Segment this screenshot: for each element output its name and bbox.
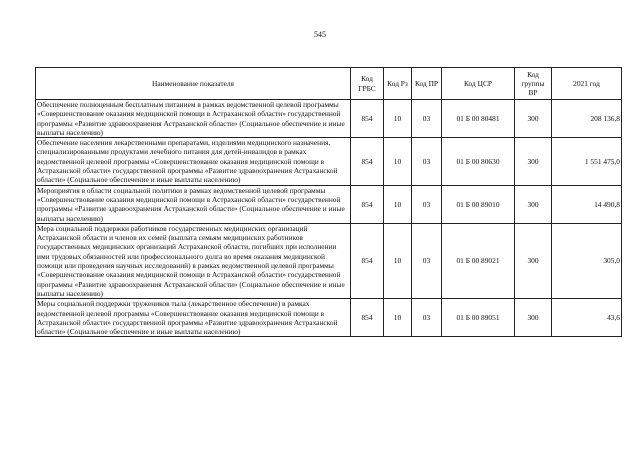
row-rz: 10 [384, 185, 412, 223]
row-csr: 01 Б 00 89010 [442, 185, 515, 223]
row-csr: 01 Б 00 89021 [442, 223, 515, 298]
row-name: Обеспечение полноценным бесплатным питанием в рамках ведомственной целевой программы «Совершенствование оказания медицинской помощи в Астраханской области» государственной программы «Развитие здравоохранения Астраханской области» (Социальное обеспечение и иные выплаты населению) [36, 100, 351, 138]
row-grbs: 854 [351, 100, 384, 138]
row-pr: 03 [412, 185, 442, 223]
row-amount: 43,6 [552, 299, 622, 337]
row-grbs: 854 [351, 185, 384, 223]
table-row [36, 185, 622, 223]
row-pr: 03 [412, 100, 442, 138]
row-pr: 03 [412, 138, 442, 185]
row-name: Меры социальной поддержки тружеников тыла (лекарственное обеспечение) в рамках ведомственной целевой программы «Совершенствование оказания медицинской помощи в Астраханской области» государственной программы «Развитие здравоохранения Астраханской области» (Социальное обеспечение и иные выплаты населению) [36, 299, 351, 337]
row-grbs: 854 [351, 223, 384, 298]
table-row [36, 223, 622, 298]
row-name: Мера социальной поддержки работников государственных медицинских организаций Астраханской области и членов их семей (выплата семьям медицинских работников государственных медицинских организаций Астраханской области, погибших при исполнении ими трудовых обязанностей или профессионального долга во время оказания медицинской помощи или проведения научных исследований) в рамках ведомственной целевой программы «Совершенствование оказания медицинской помощи в Астраханской области» государственной программы «Развитие здравоохранения Астраханской области» (Социальное обеспечение и иные выплаты населению) [36, 223, 351, 298]
row-csr: 01 Б 00 80630 [442, 138, 515, 185]
row-rz: 10 [384, 223, 412, 298]
row-grbs: 854 [351, 138, 384, 185]
row-grbs: 854 [351, 299, 384, 337]
header-csr: Код ЦСР [442, 68, 515, 100]
row-csr: 01 Б 00 80481 [442, 100, 515, 138]
row-amount: 14 490,8 [552, 185, 622, 223]
row-vr: 300 [515, 138, 552, 185]
header-row [36, 68, 622, 100]
table-row [36, 100, 622, 138]
table-row [36, 138, 622, 185]
row-pr: 03 [412, 299, 442, 337]
row-amount: 208 136,8 [552, 100, 622, 138]
header-grbs: Код ГРБС [351, 68, 384, 100]
header-year: 2021 год [552, 68, 622, 100]
row-amount: 305,0 [552, 223, 622, 298]
row-vr: 300 [515, 100, 552, 138]
row-pr: 03 [412, 223, 442, 298]
header-name: Наименование показателя [36, 68, 351, 100]
table-row [36, 299, 622, 337]
page-number: 545 [314, 30, 326, 39]
row-vr: 300 [515, 223, 552, 298]
row-name: Мероприятия в области социальной политики в рамках ведомственной целевой программы «Совершенствование оказания медицинской помощи в Астраханской области» государственной программы «Развитие здравоохранения Астраханской области» (Социальное обеспечение и иные выплаты населению) [36, 185, 351, 223]
row-vr: 300 [515, 185, 552, 223]
row-amount: 1 551 475,0 [552, 138, 622, 185]
header-pr: Код ПР [412, 68, 442, 100]
row-rz: 10 [384, 138, 412, 185]
row-vr: 300 [515, 299, 552, 337]
row-name: Обеспечение населения лекарственными препаратами, изделиями медицинского назначения, специализированными продуктами лечебного питания для детей-инвалидов в рамках ведомственной целевой программы «Совершенствование оказания медицинской помощи в Астраханской области» государственной программы «Развитие здравоохранения Астраханской области» (Социальное обеспечение и иные выплаты населению) [36, 138, 351, 185]
row-rz: 10 [384, 100, 412, 138]
row-csr: 01 Б 00 89051 [442, 299, 515, 337]
budget-table [35, 67, 622, 337]
row-rz: 10 [384, 299, 412, 337]
header-vr: Код группы ВР [515, 68, 552, 100]
header-rz: Код Рз [384, 68, 412, 100]
